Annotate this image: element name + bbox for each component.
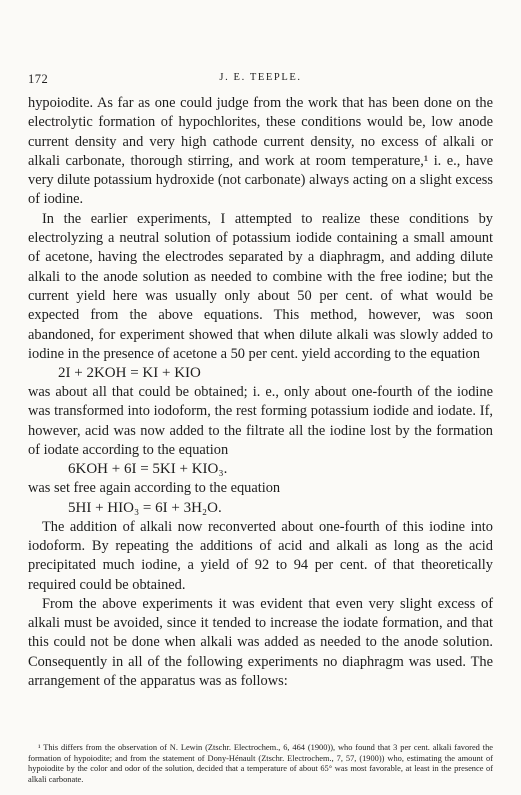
paragraph: was about all that could be obtained; i. e., only about one-fourth of the iodine was transformed into iodoform, the rest forming potassium iodide and iodate. If, however, acid was now added to the filtrate all the iodine lost by the formation of iodate according to the equation [28,384,493,459]
paragraph: was set free again according to the equation [28,480,281,497]
footnote [28,743,493,785]
footnote-text: ¹ This differs from the observation of N. Lewin (Ztschr. Electrochem., 6, 464 (1900)), who found that 3 per cent. alkali favored the formation of hypoiodite; and from the statement of Dony-Hénault (Ztschr. Electrochem., 7, 57, (1900)) who, estimating the amount of hypoiodite by the color and odor of the solution, decided that a temperature of about 65° was most favorable, at least in the presence of alkali carbonate. [28,743,493,784]
paragraph: In the earlier experiments, I attempted to realize these conditions by electrolyzing a neutral solution of potassium iodide containing a small amount of acetone, having the electrodes separated by a diaphragm, and adding dilute alkali to the anode solution as needed to combine with the free iodine; but the current yield here was usually only about 50 per cent. of what would be expected from the above equations. This method, however, was soon abandoned, for experiment showed that when dilute alkali was slowly added to iodine in the presence of acetone a 50 per cent. yield according to the equation [28,210,493,362]
paragraph: The addition of alkali now reconverted about one-fourth of this iodine into iodoform. By repeating the additions of acid and alkali as long as the acid precipitated much iodine, a yield of 92 to 94 per cent. of that theoretically required could be obtained. [28,518,493,593]
equation: 6KOH + 6I = 5KI + KIO₃. [68,461,228,478]
paragraph: hypoiodite. As far as one could judge from the work that has been done on the electrolytic formation of hypochlorites, these conditions would be, low anode current density and very high cathode current density, no excess of alkali or alkali carbonate, thorough stirring, and work at room temperature,¹ i. e., have very dilute potassium hydroxide (not carbonate) always acting on a slight excess of iodine. [28,95,493,208]
page-number: 172 [28,72,49,86]
body-text [28,94,493,691]
equation: 2I + 2KOH = KI + KIO [58,365,201,382]
equation: 5HI + HIO₃ = 6I + 3H₂O. [68,499,222,516]
paragraph: From the above experiments it was evident that even very slight excess of alkali must be avoided, since it tended to increase the iodate formation, and that this could not be done when alkali was added as needed to the anode solution. Consequently in all of the following experiments no diaphragm was used. The arrangement of the apparatus was as follows: [28,595,493,690]
page-header [28,72,493,90]
running-head: J. E. TEEPLE. [219,72,302,83]
